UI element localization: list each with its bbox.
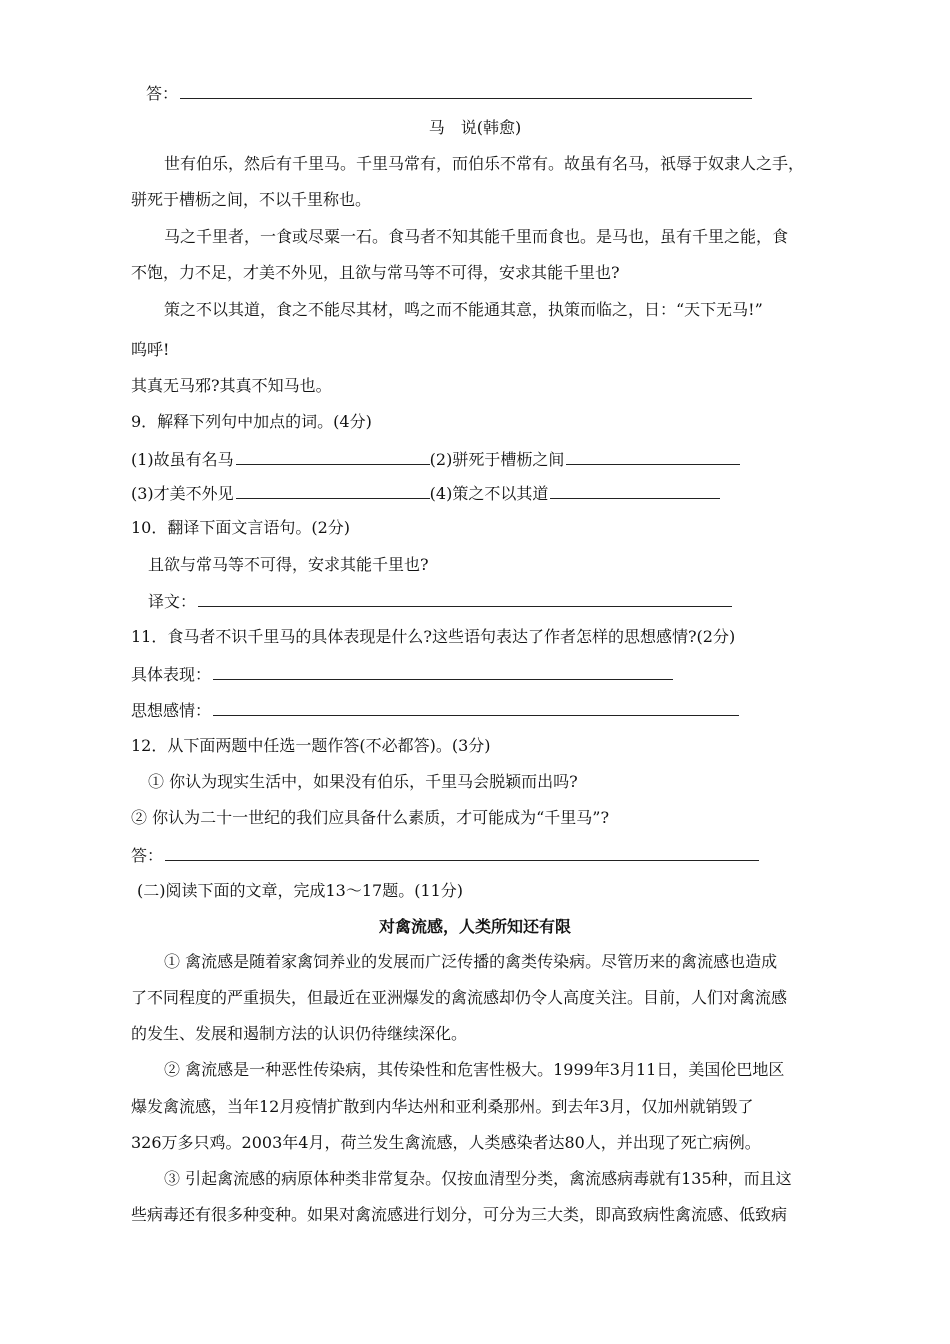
paragraph-line: 策之不以其道，食之不能尽其材，鸣之而不能通其意，执策而临之，日：“天下无马!”: [164, 300, 763, 319]
paragraph-line: 世有伯乐，然后有千里马。千里马常有，而伯乐不常有。故虽有名马，祇辱于奴隶人之手，: [164, 154, 805, 173]
section-2-intro: (二)阅读下面的文章，完成13～17题。(11分): [137, 881, 464, 900]
answer-blank[interactable]: [180, 82, 752, 99]
translation-blank[interactable]: [198, 590, 732, 607]
q9-blank-3[interactable]: [236, 482, 430, 499]
paragraph-line: 呜呼!: [131, 340, 170, 359]
paragraph-line: 不饱，力不足，才美不外见，且欲与常马等不可得，安求其能千里也?: [131, 263, 620, 282]
q11-label-1: 具体表现：: [131, 665, 212, 684]
q9-blank-2[interactable]: [566, 448, 740, 465]
question-12-stem: 12．从下面两题中任选一题作答(不必都答)。(3分): [131, 736, 491, 755]
article-line: 326万多只鸡。2003年4月，荷兰发生禽流感，人类感染者达80人，并出现了死亡病例。: [131, 1133, 761, 1152]
paragraph-line: 骈死于槽枥之间，不以千里称也。: [131, 190, 372, 209]
q12-answer-line: [131, 844, 759, 867]
article-line: 的发生、发展和遏制方法的认识仍待继续深化。: [131, 1024, 468, 1043]
q11-label-2: 思想感情：: [131, 701, 212, 720]
q9-item-1: (1)故虽有名马: [131, 450, 234, 469]
article-line: 了不同程度的严重损失，但最近在亚洲爆发的禽流感却仍令人高度关注。目前，人们对禽流感: [131, 988, 788, 1007]
answer-label: 答：: [146, 84, 179, 103]
q11-blank-1[interactable]: [213, 663, 673, 680]
article-line: ① 禽流感是随着家禽饲养业的发展而广泛传播的禽类传染病。尽管历来的禽流感也造成: [164, 952, 778, 971]
q12-answer-label: 答：: [131, 846, 164, 865]
question-11-stem: 11．食马者不识千里马的具体表现是什么?这些语句表达了作者怎样的思想感情?(2分): [131, 627, 736, 646]
question-9-row-2: [131, 482, 720, 505]
q12-answer-blank[interactable]: [165, 844, 759, 861]
translation-label: 译文：: [148, 592, 197, 611]
q11-line-1: [131, 663, 673, 686]
question-10-stem: 10．翻译下面文言语句。(2分): [131, 518, 351, 537]
q10-sentence: 且欲与常马等不可得，安求其能千里也?: [148, 555, 429, 574]
paragraph-line: 马之千里者，一食或尽粟一石。食马者不知其能千里而食也。是马也，虽有千里之能，食: [164, 227, 789, 246]
q9-blank-4[interactable]: [550, 482, 720, 499]
article-line: ③ 引起禽流感的病原体种类非常复杂。仅按血清型分类，禽流感病毒就有135种，而且这: [164, 1169, 792, 1188]
q9-item-3: (3)才美不外见: [131, 484, 234, 503]
article-line: 爆发禽流感，当年12月疫情扩散到内华达州和亚利桑那州。到去年3月，仅加州就销毁了: [131, 1097, 754, 1116]
answer-line-top: [146, 82, 752, 105]
q12-option-1: ① 你认为现实生活中，如果没有伯乐，千里马会脱颖而出吗?: [148, 772, 578, 791]
q11-blank-2[interactable]: [213, 699, 739, 716]
question-9-row-1: [131, 448, 740, 471]
q10-translation-line: [148, 590, 732, 613]
q9-item-2: (2)骈死于槽枥之间: [429, 450, 565, 469]
article-line: ② 禽流感是一种恶性传染病，其传染性和危害性极大。1999年3月11日，美国伦巴地区: [164, 1060, 785, 1079]
question-9-stem: 9．解释下列句中加点的词。(4分): [131, 412, 372, 431]
q9-item-4: (4)策之不以其道: [429, 484, 549, 503]
q12-option-2: ② 你认为二十一世纪的我们应具备什么素质，才可能成为“千里马”?: [131, 808, 610, 827]
article-line: 些病毒还有很多种变种。如果对禽流感进行划分，可分为三大类，即高致病性禽流感、低致病: [131, 1205, 788, 1224]
paragraph-line: 其真无马邪?其真不知马也。: [131, 376, 332, 395]
poem-title: 马 说(韩愈): [428, 118, 522, 137]
q11-line-2: [131, 699, 739, 722]
q9-blank-1[interactable]: [236, 448, 430, 465]
article-title: 对禽流感，人类所知还有限: [378, 917, 571, 936]
